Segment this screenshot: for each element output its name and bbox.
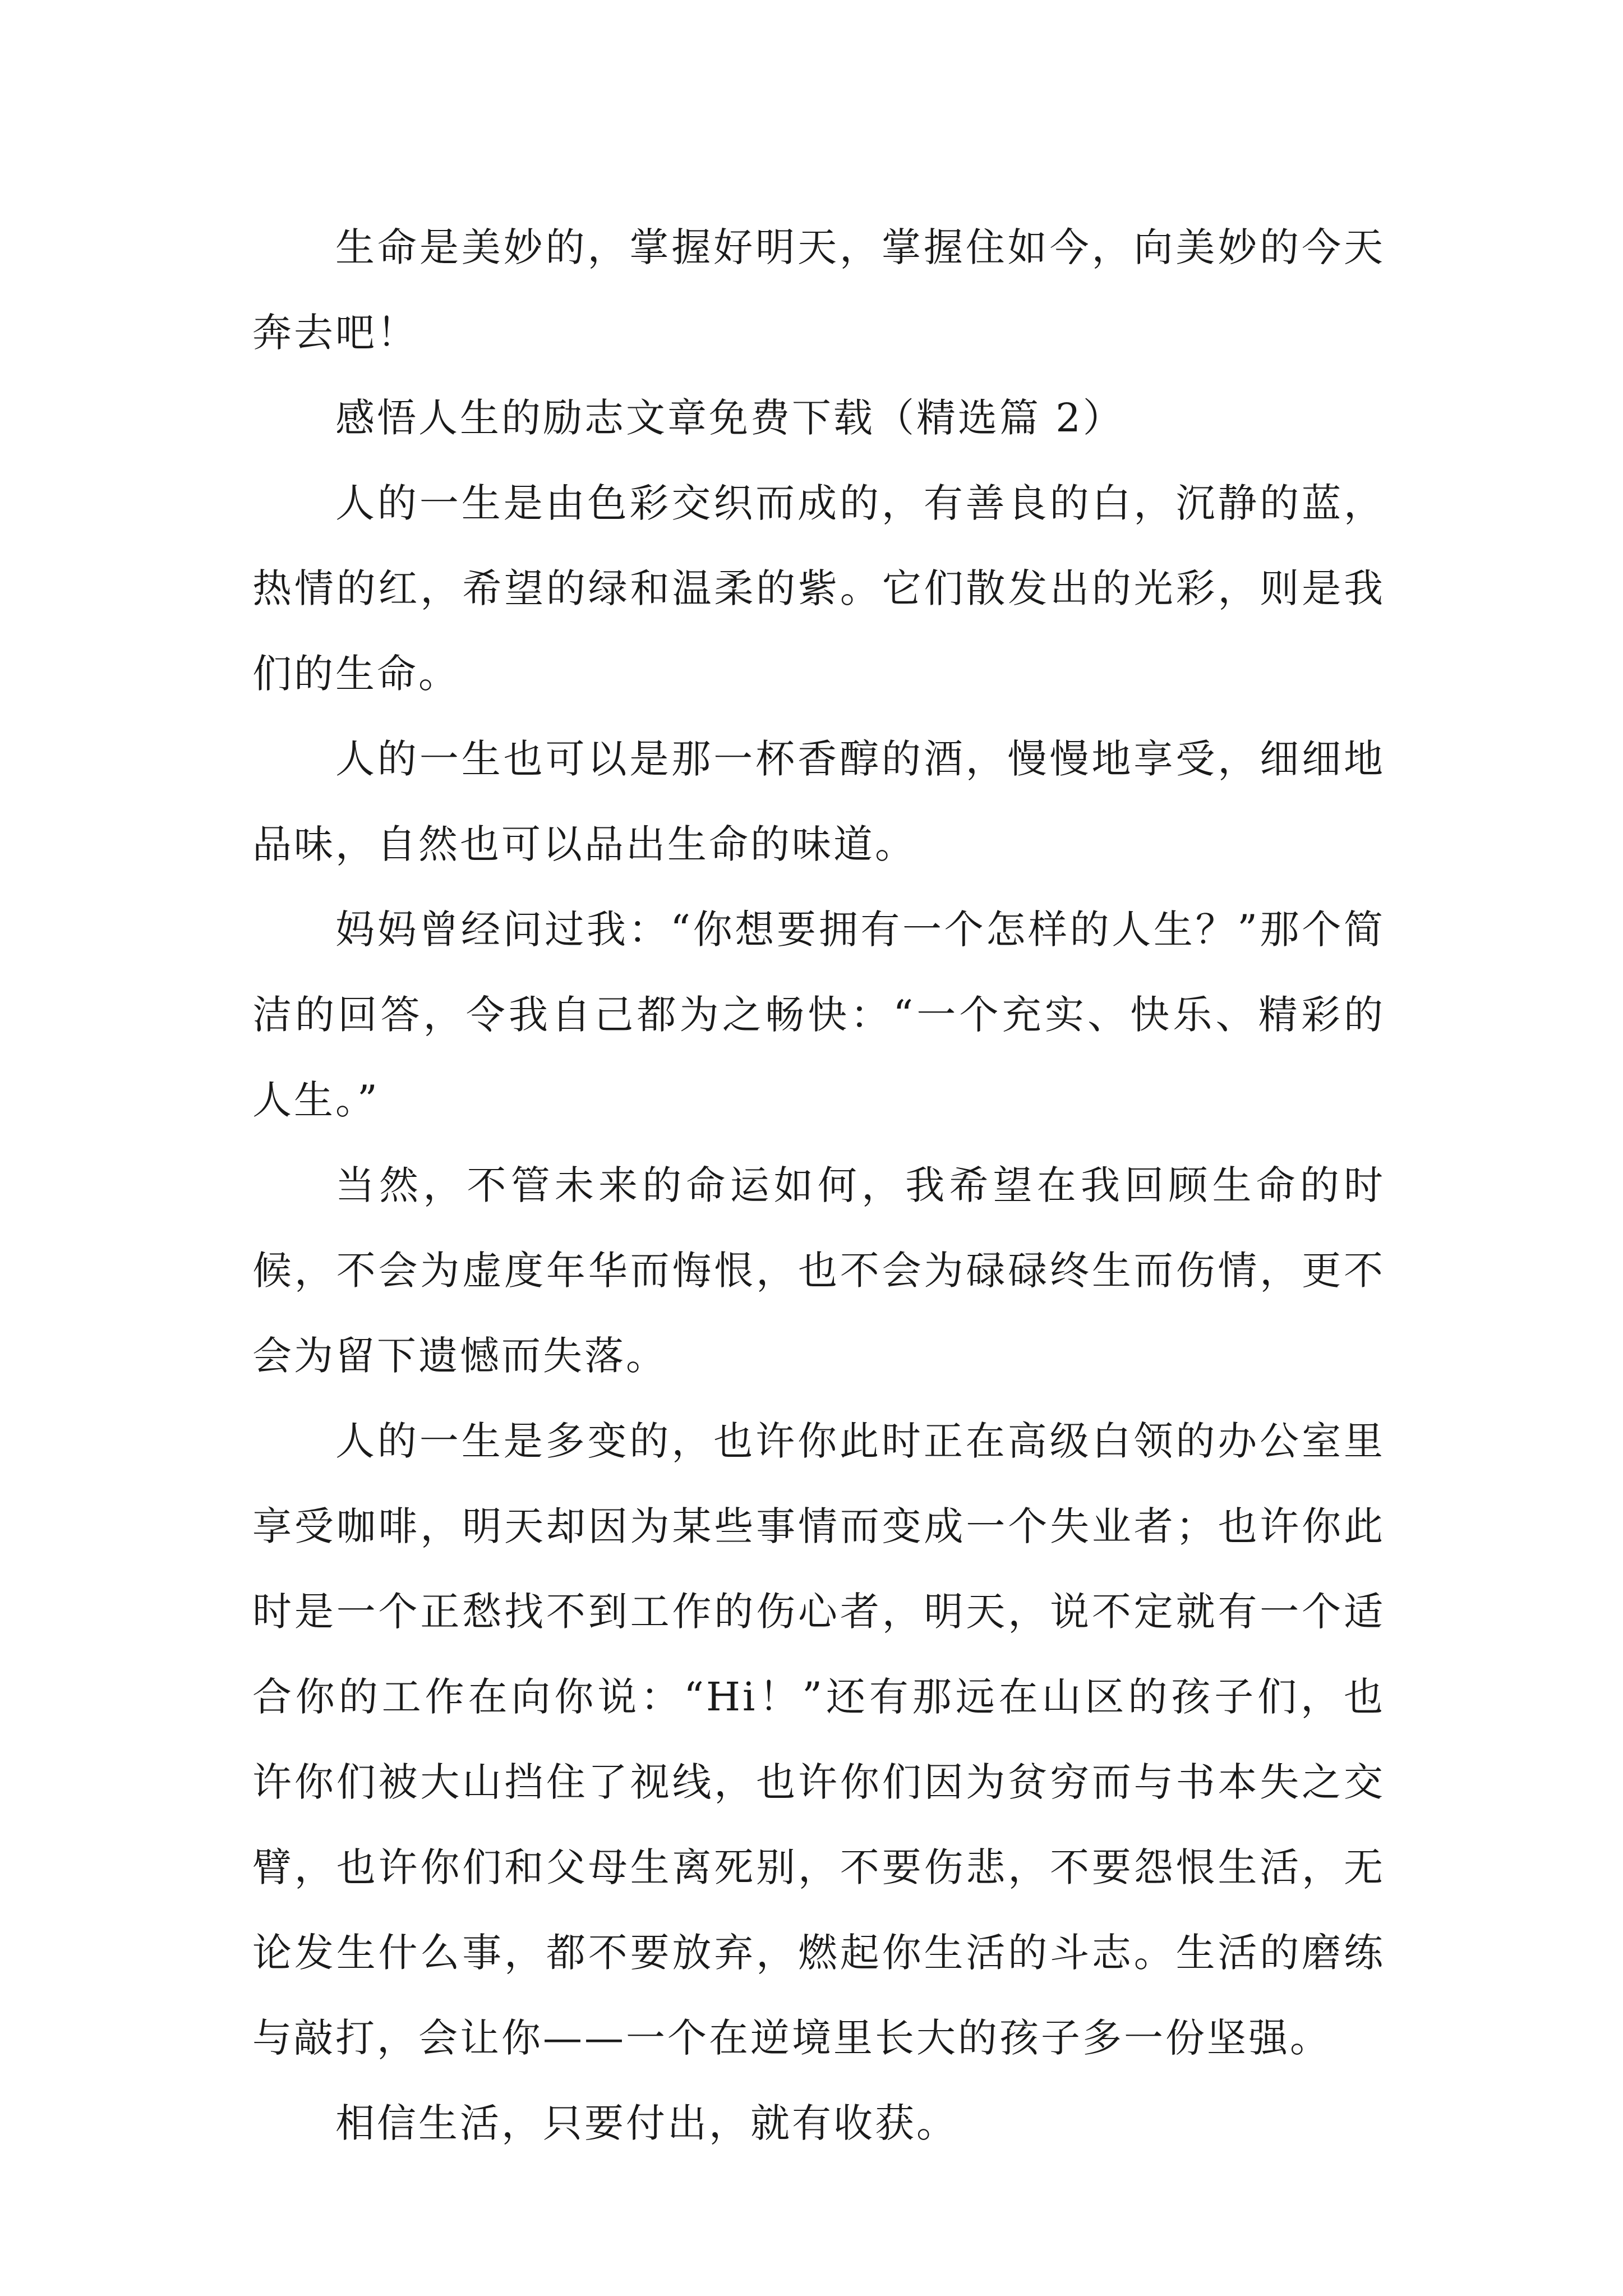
paragraph-changeable-life: 人的一生是多变的，也许你此时正在高级白领的办公室里享受咖啡，明天却因为某些事情而变成一个失业者；也许你此时是一个正愁找不到工作的伤心者，明天，说不定就有一个适合你的工作在向你说：“Hi！”还有那远在山区的孩子们，也许你们被大山挡住了视线，也许你们因为贫穷而与书本失之交臂，也许你们和父母生离死别，不要伤悲，不要怨恨生活，无论发生什么事，都不要放弃，燃起你生活的斗志。生活的磨练与敲打，会让你——一个在逆境里长大的孩子多一份坚强。 (252, 1418, 1385, 2061)
section-heading: 感悟人生的励志文章免费下载（精选篇 2） (335, 395, 1124, 441)
paragraph-believe-life: 相信生活，只要付出，就有收获。 (335, 2100, 958, 2146)
paragraph-intro-closing: 生命是美妙的，掌握好明天，掌握住如今，向美妙的今天奔去吧！ (252, 224, 1385, 356)
paragraph-no-regret: 当然，不管未来的命运如何，我希望在我回顾生命的时候，不会为虚度年华而悔恨，也不会为碌碌终生而伤情，更不会为留下遗憾而失落。 (252, 1162, 1385, 1379)
document-body (252, 205, 1385, 2166)
paragraph-mother-question: 妈妈曾经问过我：“你想要拥有一个怎样的人生？”那个简洁的回答，令我自己都为之畅快：“一个充实、快乐、精彩的人生。” (252, 907, 1385, 1123)
paragraph-wine: 人的一生也可以是那一杯香醇的酒，慢慢地享受，细细地品味，自然也可以品出生命的味道。 (252, 736, 1385, 867)
paragraph-colors: 人的一生是由色彩交织而成的，有善良的白，沉静的蓝，热情的红，希望的绿和温柔的紫。它们散发出的光彩，则是我们的生命。 (252, 480, 1385, 697)
